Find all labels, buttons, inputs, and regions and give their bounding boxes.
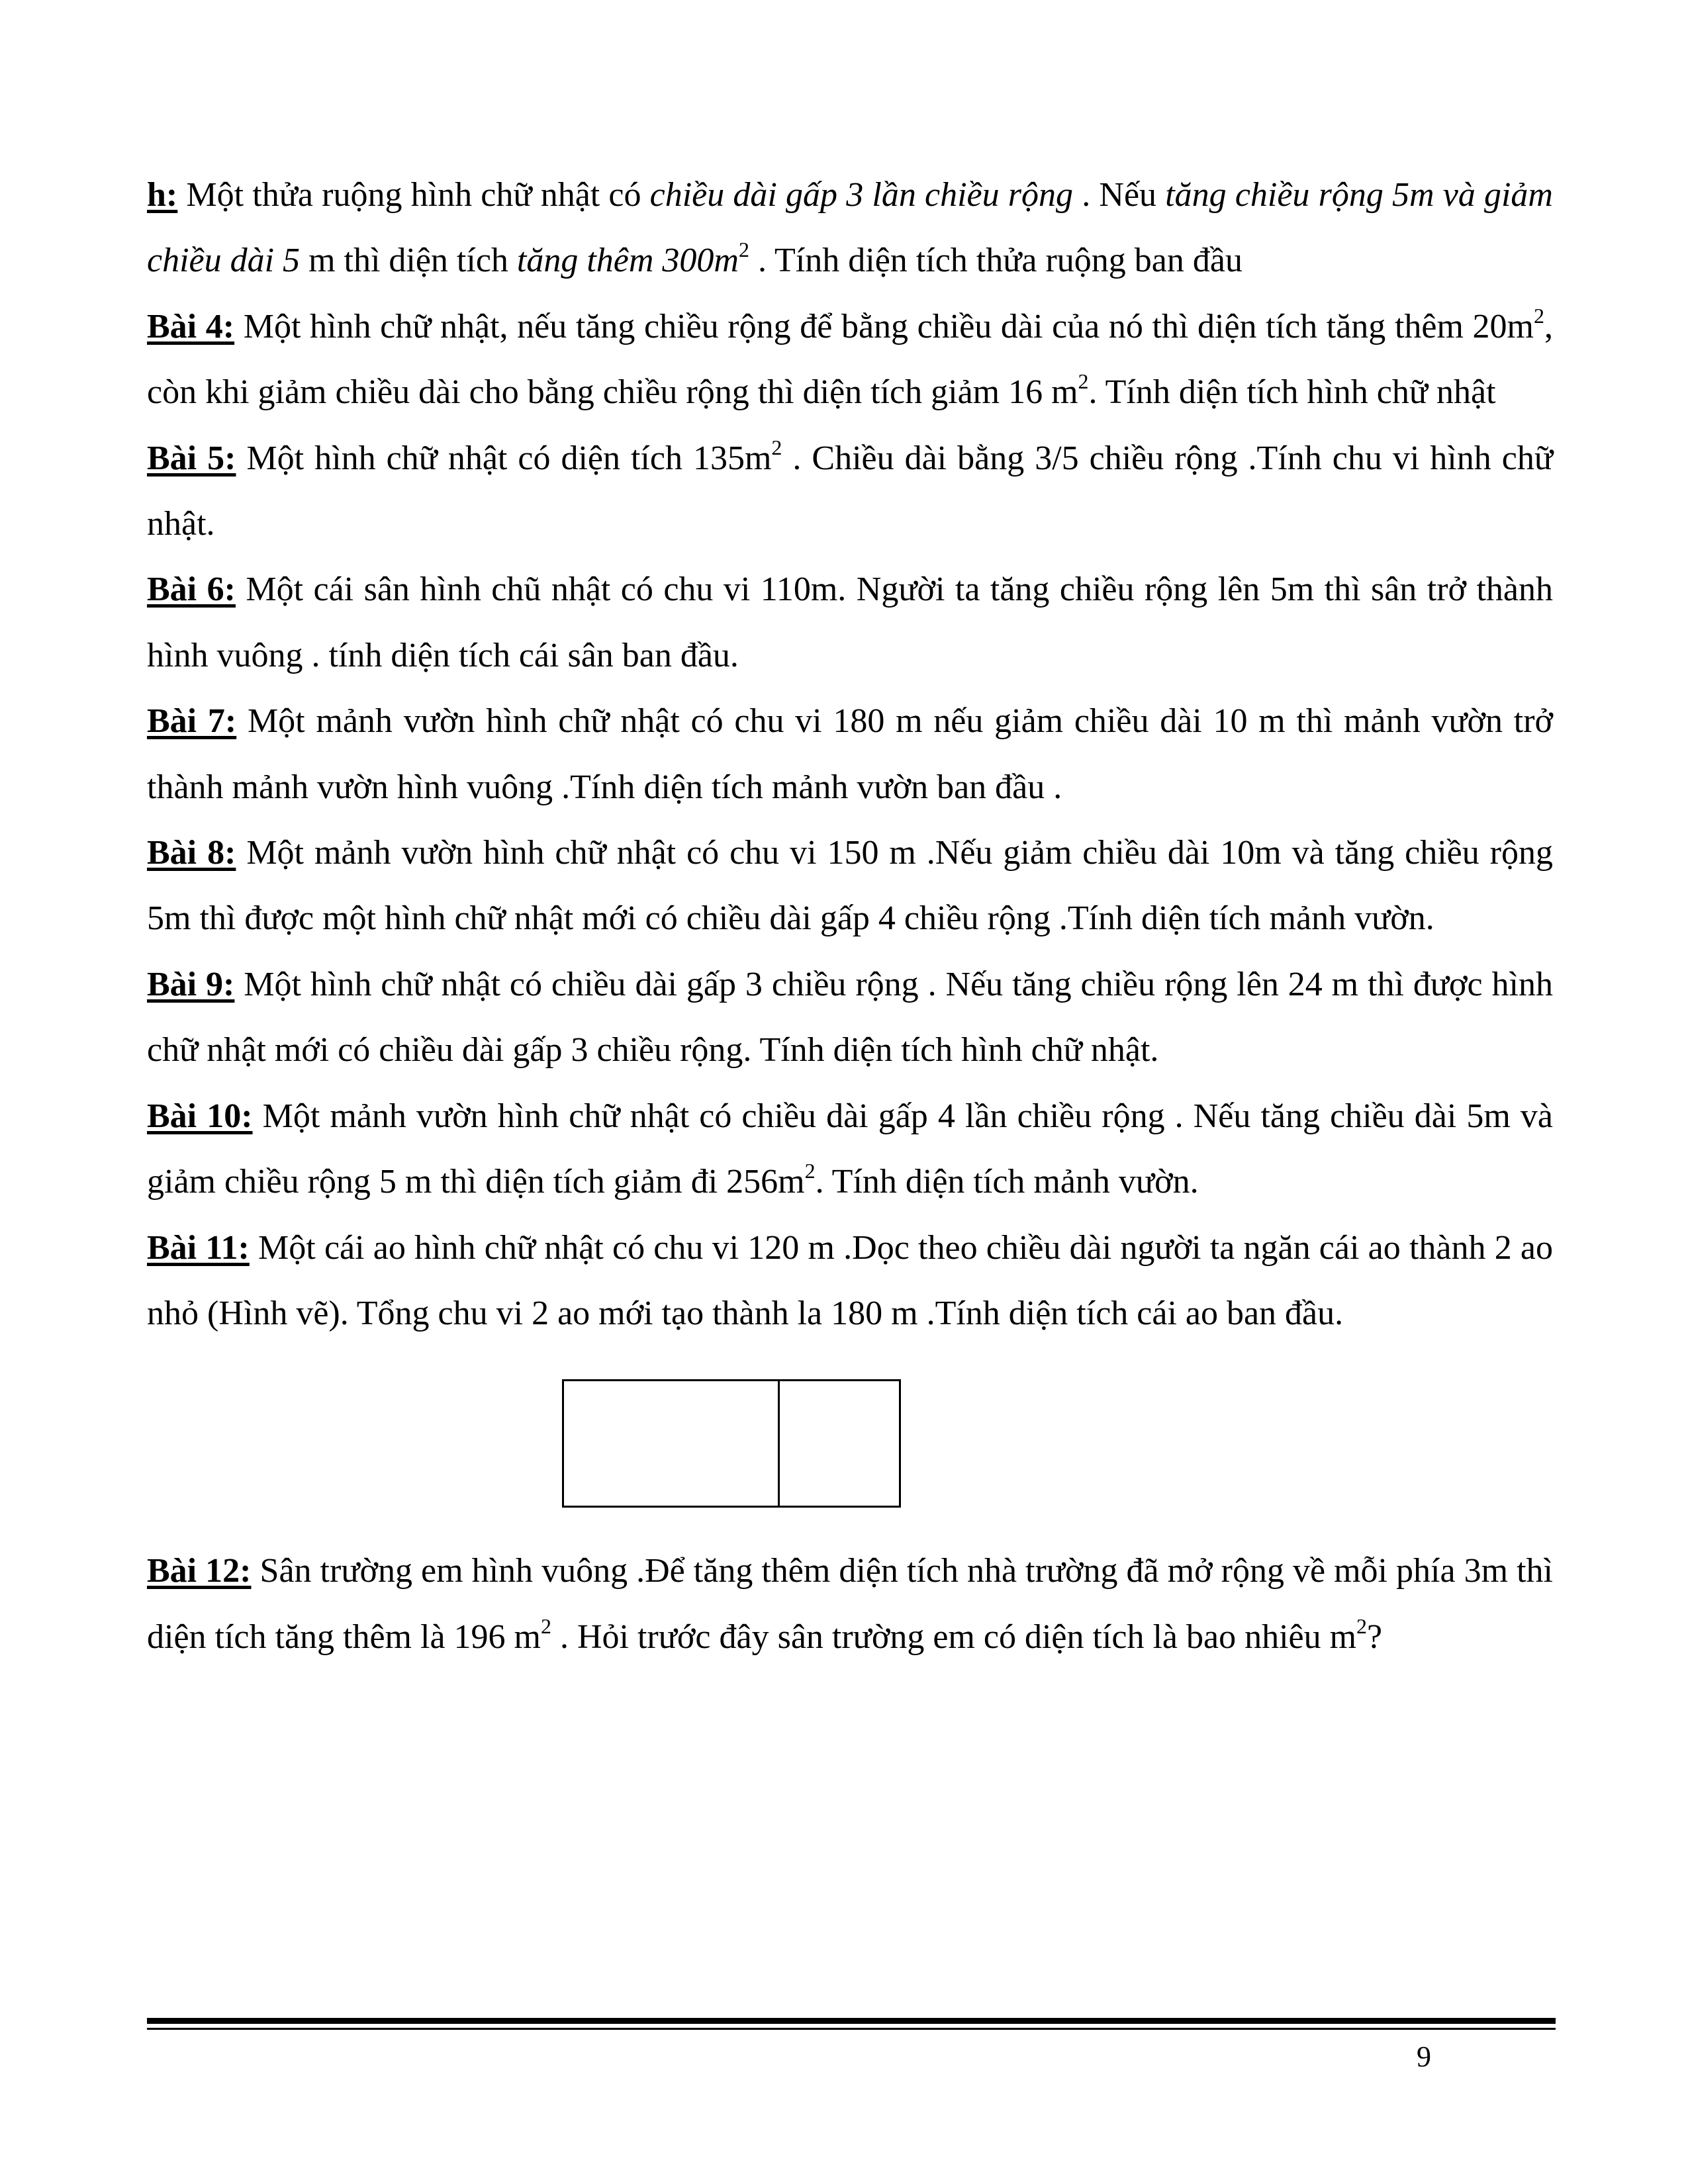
problem-label: Bài 4: [147,307,235,345]
problem-label: Bài 9: [147,965,235,1003]
problem-bai-9 [147,952,1553,1083]
superscript: 2 [1356,1614,1368,1638]
pond-diagram [562,1379,901,1508]
superscript: 2 [540,1614,551,1638]
problem-text: Một hình chữ nhật có diện tích 135m [236,439,772,477]
problem-bai-4 [147,294,1553,426]
problem-h-italic-1: chiều dài gấp 3 lần chiều rộng [649,176,1074,214]
problem-label: Bài 11: [147,1228,250,1267]
problem-label: Bài 5: [147,439,236,477]
problem-text: Một hình chữ nhật, nếu tăng chiều rộng để bằng chiều dài của nó thì diện tích tăng thêm 20m [234,307,1534,345]
pond-figure-area [147,1346,1553,1538]
problem-text: Một cái sân hình chũ nhật có chu vi 110m. Người ta tăng chiều rộng lên 5m thì sân trở thành hình vuông . tính diện tích cái sân ban đầu. [147,570,1554,674]
problem-bai-8 [147,820,1553,952]
footer-rule-thick [147,2018,1556,2024]
problem-h-italic-2: tăng chiều rộng 5m và giảm chiều dài 5 [147,176,1553,280]
problem-text: Sân trường em hình vuông .Để tăng thêm diện tích nhà trường đã mở rộng về mỗi phía 3m thì diện tích tăng thêm là 196 m [147,1552,1553,1656]
problem-h-text: . Tính diện tích thửa ruộng ban đầu [749,242,1243,280]
problem-text: Một mảnh vườn hình chữ nhật có chu vi 180 m nếu giảm chiều dài 10 m thì mảnh vườn trở thành mảnh vườn hình vuông .Tính diện tích mảnh vườn ban đầu . [147,702,1554,806]
pond-divider-line [778,1381,780,1506]
problem-h-label: h: [147,176,178,214]
superscript: 2 [739,238,749,262]
problem-bai-6 [147,557,1553,688]
superscript: 2 [804,1159,816,1183]
problem-h-text: . Nếu [1073,176,1166,214]
problem-bai-11 [147,1215,1553,1347]
problem-text: . Tính diện tích hình chữ nhật [1088,373,1496,412]
superscript: 2 [1078,369,1089,394]
problem-h-text: m thì diện tích [300,242,517,280]
footer-rule-thin [147,2028,1556,2030]
problem-label: Bài 7: [147,702,237,741]
problem-label: Bài 10: [147,1097,253,1135]
page-content [147,162,1553,1670]
problem-text: . Tính diện tích mảnh vườn. [815,1163,1199,1201]
problem-text: Một cái ao hình chữ nhật có chu vi 120 m .Dọc theo chiều dài người ta ngăn cái ao thành 2 ao nhỏ (Hình vẽ). Tổng chu vi 2 ao mới tạo thành la 180 m .Tính diện tích cái ao ban đầu. [147,1228,1553,1332]
problem-text: Một mảnh vườn hình chữ nhật có chiều dài gấp 4 lần chiều rộng . Nếu tăng chiều dài 5m và giảm chiều rộng 5 m thì diện tích giảm đi 256m [147,1097,1553,1201]
problem-label: Bài 12: [147,1552,252,1590]
problem-text: , còn khi giảm chiều dài cho bằng chiều rộng thì diện tích giảm 16 m [147,307,1553,412]
problem-h [147,162,1553,294]
problem-label: Bài 6: [147,570,236,609]
problem-bai-10 [147,1083,1553,1215]
page-number: 9 [1417,2040,1431,2073]
problem-h-text: Một thửa ruộng hình chữ nhật có [177,176,650,214]
problem-text: Một hình chữ nhật có chiều dài gấp 3 chiều rộng . Nếu tăng chiều rộng lên 24 m thì được hình chữ nhật mới có chiều dài gấp 3 chiều rộng. Tính diện tích hình chữ nhật. [147,965,1553,1069]
problem-label: Bài 8: [147,834,236,872]
problem-text: . Hỏi trước đây sân trường em có diện tích là bao nhiêu m [551,1617,1357,1656]
problem-bai-5 [147,426,1553,557]
problem-bai-12 [147,1538,1553,1670]
problem-text: . Chiều dài bằng 3/5 chiều rộng .Tính chu vi hình chữ nhật. [147,439,1554,543]
footer-rule [147,2018,1556,2030]
problem-h-italic-3: tăng thêm 300m [516,242,739,280]
problem-text: ? [1367,1617,1383,1656]
superscript: 2 [771,435,782,459]
problem-text: Một mảnh vườn hình chữ nhật có chu vi 150 m .Nếu giảm chiều dài 10m và tăng chiều rộng 5m thì được một hình chữ nhật mới có chiều dài gấp 4 chiều rộng .Tính diện tích mảnh vườn. [147,834,1554,938]
superscript: 2 [1534,303,1544,328]
problem-bai-7 [147,688,1553,820]
